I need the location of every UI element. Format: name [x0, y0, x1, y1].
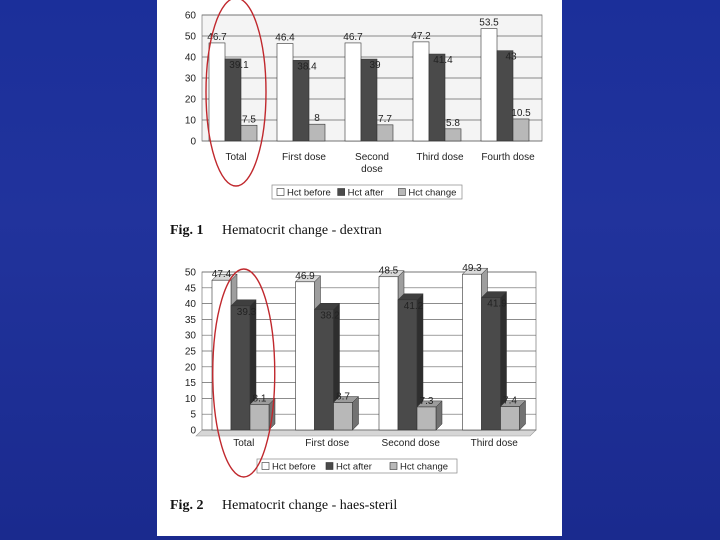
legend-swatch [262, 463, 269, 470]
y-tick-label: 5 [190, 409, 196, 421]
y-tick-label: 40 [184, 52, 196, 64]
y-tick-label: 35 [184, 314, 196, 326]
data-label: 7.7 [378, 113, 392, 125]
chart-haes-steril [157, 255, 562, 485]
y-tick-label: 30 [184, 73, 196, 85]
y-tick-label: 20 [184, 362, 196, 374]
data-label: 38.4 [297, 61, 317, 73]
bar [481, 29, 497, 141]
bar [361, 59, 377, 141]
y-tick-label: 50 [184, 267, 196, 279]
data-label: 8 [314, 113, 320, 125]
bar [241, 125, 257, 141]
data-label: 48.5 [378, 265, 399, 277]
bar [497, 51, 513, 141]
bar [513, 119, 529, 141]
figure-caption-2 [170, 498, 397, 514]
chart-dextran [157, 0, 562, 215]
legend-label: Hct before [272, 461, 316, 473]
data-label: 46.4 [275, 32, 295, 44]
data-label: 39.3 [236, 306, 257, 318]
y-tick-label: 25 [184, 346, 196, 358]
y-tick-label: 0 [190, 425, 196, 437]
legend-swatch [398, 189, 405, 196]
y-tick-label: 60 [184, 10, 196, 22]
data-label: 7.3 [419, 395, 434, 407]
figure-caption-1 [170, 223, 382, 239]
legend [257, 459, 457, 473]
bar [231, 306, 250, 430]
figure-title-1: Hematocrit change - dextran [222, 223, 382, 238]
y-tick-label: 40 [184, 299, 196, 311]
bar [501, 407, 520, 430]
data-label: 10.5 [511, 107, 531, 119]
bar [334, 403, 353, 430]
y-tick-label: 30 [184, 330, 196, 342]
y-tick-label: 45 [184, 283, 196, 295]
data-label: 7.4 [503, 395, 517, 407]
data-label: 47.4 [211, 269, 232, 281]
bar [225, 59, 241, 141]
category-label: dose [361, 164, 383, 175]
bar [293, 60, 309, 141]
legend-swatch [277, 189, 284, 196]
data-label: 8.7 [336, 391, 350, 403]
data-label: 5.8 [446, 117, 460, 129]
legend-swatch [326, 463, 333, 470]
bar [315, 309, 334, 430]
data-label: 41.4 [433, 55, 453, 67]
chart-floor [196, 430, 536, 436]
bar [345, 43, 361, 141]
bar [429, 54, 445, 141]
data-label: 8.1 [252, 393, 267, 405]
bar [463, 274, 482, 430]
data-label: 47.2 [411, 30, 431, 42]
data-label: 53.5 [479, 17, 499, 29]
y-tick-label: 0 [190, 136, 196, 148]
data-label: 41.9 [487, 298, 507, 310]
figure-number-2: Fig. 2 [170, 498, 204, 513]
legend-label: Hct after [347, 187, 384, 199]
data-label: 46.7 [343, 31, 363, 43]
legend-swatch [338, 189, 345, 196]
legend-swatch [390, 463, 397, 470]
category-label: Third dose [470, 438, 518, 449]
data-label: 41.2 [403, 300, 424, 312]
bar [377, 125, 393, 141]
legend-label: Hct change [400, 461, 449, 473]
category-label: Second [355, 152, 389, 163]
data-label: 49.3 [462, 263, 482, 275]
legend [272, 185, 462, 199]
figure-page [157, 0, 562, 536]
data-label: 7.5 [242, 114, 256, 126]
legend-label: Hct change [408, 187, 457, 199]
data-label: 43 [505, 51, 517, 63]
data-label: 39 [369, 60, 381, 72]
category-label: First dose [282, 152, 326, 163]
bar [482, 298, 501, 430]
category-label: Second dose [381, 438, 440, 449]
bar [296, 282, 315, 430]
y-tick-label: 10 [184, 393, 196, 405]
category-label: Total [233, 438, 255, 449]
legend-label: Hct after [336, 461, 372, 473]
y-tick-label: 10 [184, 115, 196, 127]
category-label: Third dose [416, 152, 464, 163]
bar [209, 43, 225, 141]
bar [413, 42, 429, 141]
figure-number-1: Fig. 1 [170, 223, 204, 238]
bar [277, 44, 293, 141]
category-label: Fourth dose [481, 152, 535, 163]
bar [445, 129, 461, 141]
legend-label: Hct before [287, 187, 331, 199]
data-label: 38.2 [320, 310, 340, 322]
data-label: 39.1 [229, 59, 249, 71]
bar [250, 404, 269, 430]
category-label: Total [225, 152, 247, 163]
bar [398, 300, 417, 430]
y-tick-label: 15 [184, 378, 196, 390]
category-label: First dose [305, 438, 350, 449]
y-tick-label: 20 [184, 94, 196, 106]
bar [417, 407, 436, 430]
figure-title-2: Hematocrit change - haes-steril [222, 498, 398, 513]
bar [309, 124, 325, 141]
y-tick-label: 50 [184, 31, 196, 43]
data-label: 46.9 [295, 270, 315, 282]
data-label: 46.7 [207, 31, 227, 43]
bar [379, 277, 398, 430]
